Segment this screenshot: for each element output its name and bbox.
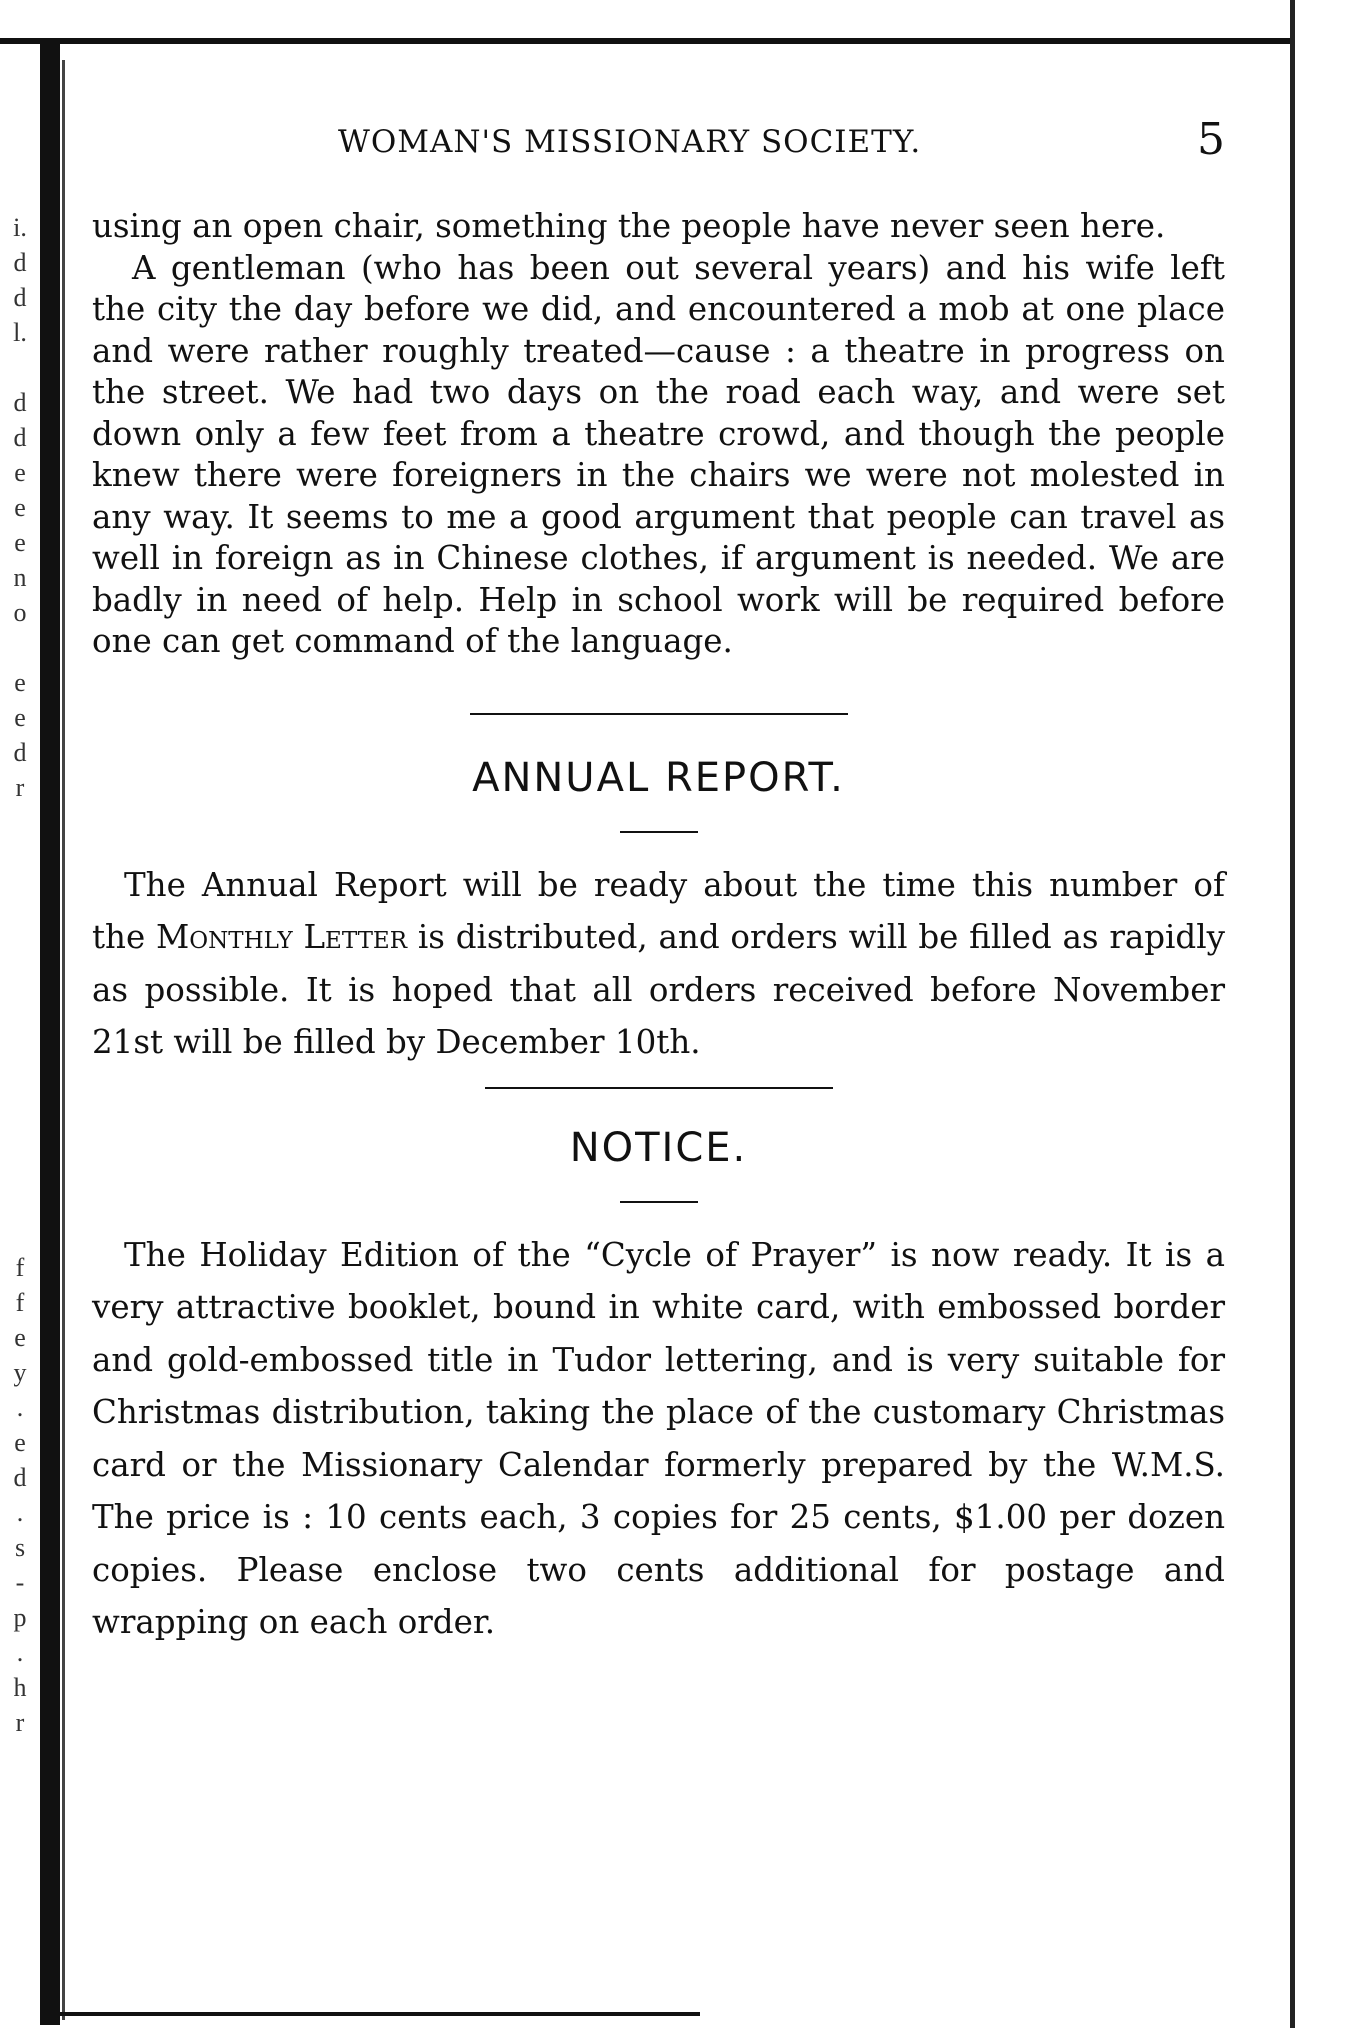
margin-fragment: d — [13, 283, 27, 312]
margin-fragment: d — [13, 738, 27, 767]
margin-fragment: f — [15, 1288, 25, 1317]
left-inner-rule — [62, 60, 65, 2020]
top-border-rule — [0, 38, 1290, 44]
running-title: WOMAN'S MISSIONARY SOCIETY. — [338, 124, 922, 160]
annual-report-heading: ANNUAL REPORT. — [472, 754, 845, 801]
margin-fragment: e — [14, 703, 26, 732]
publication-name: Monthly Letter — [156, 918, 408, 956]
margin-fragment: h — [13, 1673, 27, 1702]
notice-heading: NOTICE. — [569, 1124, 748, 1171]
margin-fragment: p — [13, 1603, 27, 1632]
heading-short-rule — [620, 1201, 698, 1203]
section-divider — [470, 713, 848, 715]
margin-fragment: e — [14, 1323, 26, 1352]
margin-fragment: e — [14, 528, 26, 557]
heading-short-rule — [620, 831, 698, 833]
margin-fragment: . — [16, 1393, 24, 1422]
intro-paragraph-2: A gentleman (who has been out several years) and his wife left the city the day before we did, and encountered a mob at one place and were rather roughly treated—cause : a theatre in progress on the street. We had two days on the road each way, and were set down only a few feet from a theatre crowd, and though the people knew there were foreigners in the chairs we were not molested in any way. It seems to me a good argument that people can travel as well in foreign as in Chinese clothes, if argument is needed. We are badly in need of help. Help in school work will be required before one can get command of the language. — [92, 248, 1225, 660]
margin-fragment — [6, 350, 34, 385]
margin-fragment: . — [16, 1638, 24, 1667]
margin-fragment: f — [15, 1253, 25, 1282]
margin-fragment: d — [13, 248, 27, 277]
margin-fragment: d — [13, 1463, 27, 1492]
bleed-through-margin — [6, 210, 34, 1737]
running-head — [90, 114, 1225, 166]
margin-fragment — [6, 630, 34, 665]
annual-report-paragraph — [92, 859, 1225, 1069]
annual-report-text-before: The Annual Report will be ready about the time this number of the — [92, 865, 1225, 956]
margin-fragments-lower — [6, 1250, 34, 1740]
page-number: 5 — [1197, 114, 1225, 165]
right-border-rule — [1290, 0, 1295, 2028]
margin-fragment: s — [14, 1533, 26, 1562]
margin-fragment: e — [14, 458, 26, 487]
margin-fragment: l. — [13, 318, 27, 347]
margin-fragment: d — [13, 388, 27, 417]
margin-fragment: e — [14, 493, 26, 522]
margin-fragment: d — [13, 423, 27, 452]
margin-fragment: . — [16, 1498, 24, 1527]
margin-fragment: r — [15, 1708, 25, 1737]
margin-fragments-upper — [6, 210, 34, 805]
margin-fragment: n — [13, 563, 27, 592]
margin-fragment: i. — [13, 213, 27, 242]
notice-paragraph: The Holiday Edition of the “Cycle of Prayer” is now ready. It is a very attractive booklet, bound in white card, with embossed border and gold-embossed title in Tudor lettering, and is very suitable for Christmas distribution, taking the place of the customary Christmas card or the Missionary Calendar formerly prepared by the W.M.S. The price is : 10 cents each, 3 copies for 25 cents, $1.00 per dozen copies. Please enclose two cents additional for postage and wrapping on each order. — [92, 1235, 1225, 1641]
margin-fragment: e — [14, 668, 26, 697]
section-divider — [485, 1087, 833, 1089]
left-margin-bar — [40, 40, 60, 2025]
annual-report-text-after: is distributed, and orders will be filled as rapidly as possible. It is hoped that all orders received before November 21st will be filled by December 10th. — [92, 918, 1225, 1061]
margin-fragment: y — [13, 1358, 27, 1387]
page-content — [92, 206, 1225, 1649]
margin-fragment: r — [15, 773, 25, 802]
margin-fragment: o — [13, 598, 27, 627]
margin-fragment: e — [14, 1428, 26, 1457]
bottom-border-rule — [40, 2012, 700, 2016]
margin-fragment: - — [15, 1568, 25, 1597]
intro-paragraph-1: using an open chair, something the people have never seen here. — [92, 207, 1166, 245]
